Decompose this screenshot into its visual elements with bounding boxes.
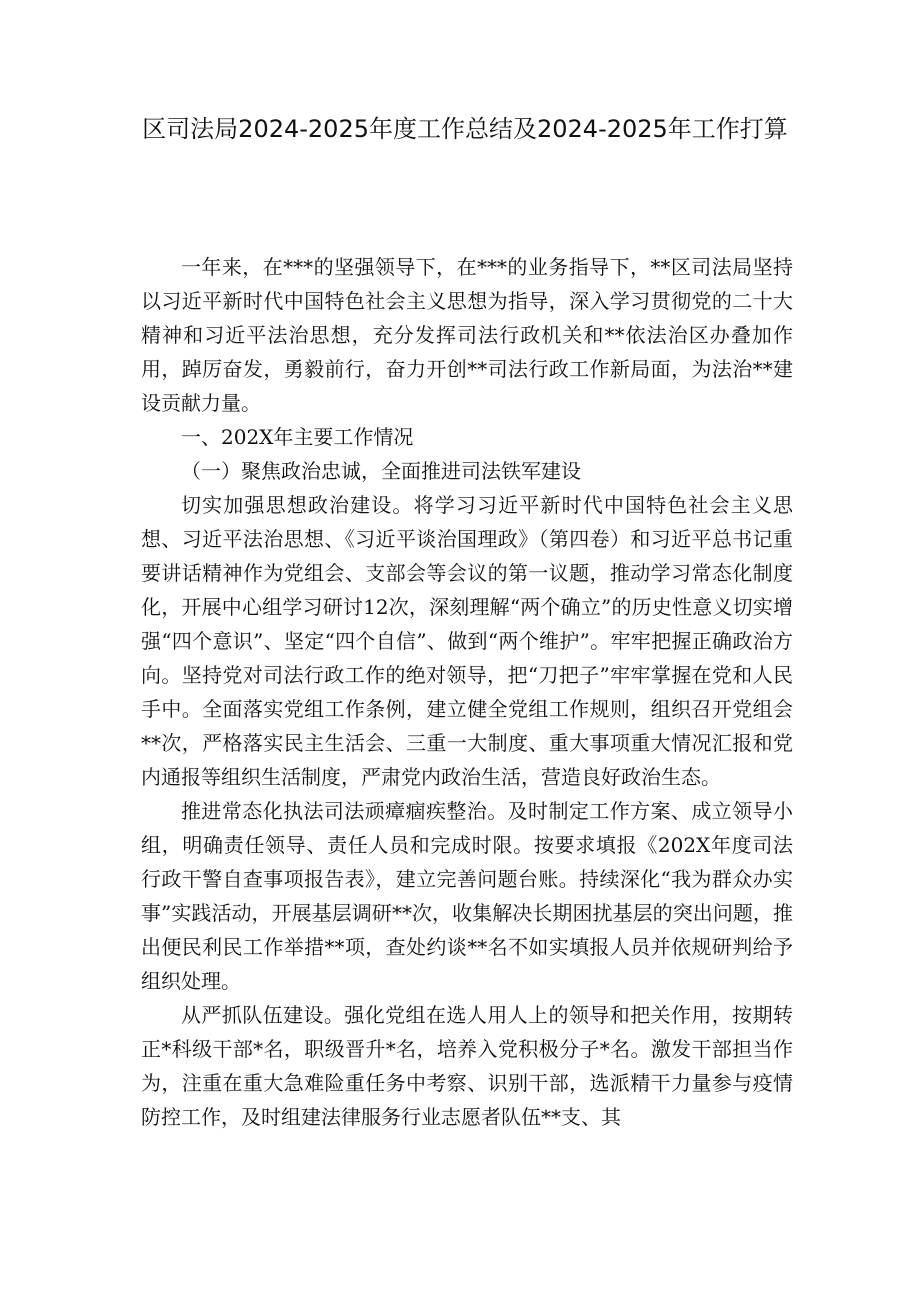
body-paragraph: 推进常态化执法司法顽瘴痼疾整治。及时制定工作方案、成立领导小组，明确责任领导、责任人员和完成时限。按要求填报《202X年度司法行政干警自查事项报告表》，建立完善问题台账。持续深化“我为群众办实事”实践活动，开展基层调研**次，收集解决长期困扰基层的突出问题，推出便民利民工作举措**项，查处约谈**名不如实填报人员并依规研判给予组织处理。	[141, 799, 793, 993]
document-body	[141, 250, 793, 1134]
body-paragraph: 切实加强思想政治建设。将学习习近平新时代中国特色社会主义思想、习近平法治思想、《习近平谈治国理政》（第四卷）和习近平总书记重要讲话精神作为党组会、支部会等会议的第一议题，推动学习常态化制度化，开展中心组学习研讨12次，深刻理解“两个确立”的历史性意义切实增强“四个意识”、坚定“四个自信”、做到“两个维护”。牢牢把握正确政治方向。坚持党对司法行政工作的绝对领导，把“刀把子”牢牢掌握在党和人民手中。全面落实党组工作条例，建立健全党组工作规则，组织召开党组会**次，严格落实民主生活会、三重一大制度、重大事项重大情况汇报和党内通报等组织生活制度，严肃党内政治生活，营造良好政治生态。	[141, 493, 793, 789]
document-title: 区司法局2024-2025年度工作总结及2024-2025年工作打算	[142, 115, 788, 143]
body-paragraph: 从严抓队伍建设。强化党组在选人用人上的领导和把关作用，按期转正*科级干部*名，职级晋升*名，培养入党积极分子*名。激发干部担当作为，注重在重大急难险重任务中考察、识别干部，选派精干力量参与疫情防控工作，及时组建法律服务行业志愿者队伍**支、其	[141, 1003, 793, 1129]
intro-paragraph: 一年来，在***的坚强领导下，在***的业务指导下，**区司法局坚持以习近平新时代中国特色社会主义思想为指导，深入学习贯彻党的二十大精神和习近平法治思想，充分发挥司法行政机关和**依法治区办叠加作用，踔厉奋发，勇毅前行，奋力开创**司法行政工作新局面，为法治**建设贡献力量。	[141, 255, 793, 415]
subsection-heading: （一）聚焦政治忠诚，全面推进司法铁军建设	[181, 459, 581, 483]
section-heading: 一、202X年主要工作情况	[181, 425, 414, 449]
